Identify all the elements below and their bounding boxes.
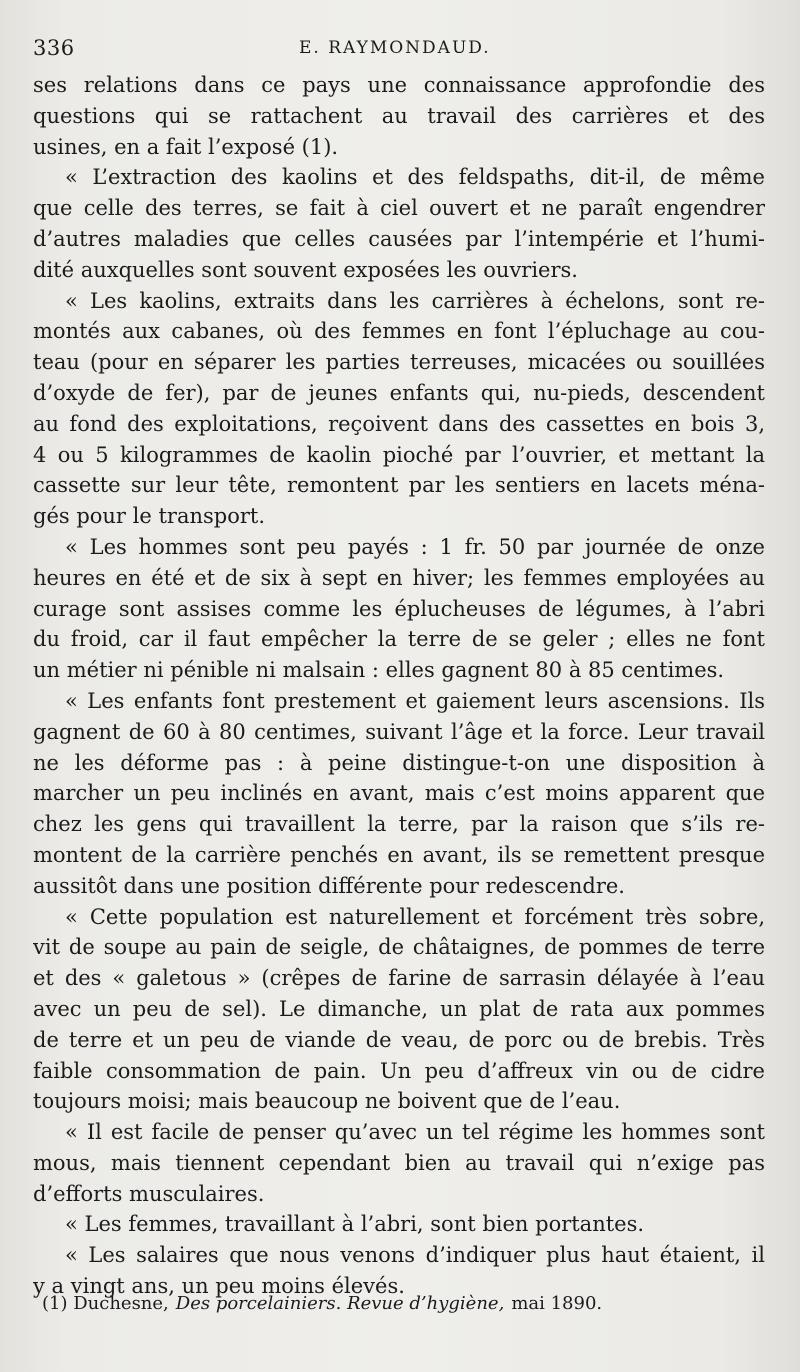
footnote xyxy=(42,1293,602,1314)
footnote-title: Des porcelainiers. Revue d’hygiène, xyxy=(175,1293,505,1314)
text-line: que celle des terres, se fait à ciel ouvert et ne paraît engendrer xyxy=(33,196,765,221)
text-line: teau (pour en séparer les parties terreuses, micacées ou souillées xyxy=(33,350,765,375)
text-line: gés pour le transport. xyxy=(33,504,266,529)
paragraph-first-line: « L’extraction des kaolins et des feldspaths, dit-il, de même xyxy=(65,165,765,190)
text-line: d’oxyde de fer), par de jeunes enfants qui, nu-pieds, descendent xyxy=(33,380,765,405)
text-line: montent de la carrière penchés en avant, ils se remettent presque xyxy=(33,842,765,867)
page-number: 336 xyxy=(33,36,75,60)
text-line: ses relations dans ce pays une connaissance approfondie des xyxy=(33,73,765,97)
paragraph-first-line: « Cette population est naturellement et forcément très sobre, xyxy=(65,904,765,929)
text-line: questions qui se rattachent au travail des carrières et des xyxy=(33,103,765,128)
paragraph-first-line: « Il est facile de penser qu’avec un tel régime les hommes sont xyxy=(65,1120,765,1145)
text-line: heures en été et de six à sept en hiver; les femmes employées au xyxy=(33,565,765,590)
text-line: au fond des exploitations, reçoivent dans des cassettes en bois 3, xyxy=(33,411,765,436)
text-line: marcher un peu inclinés en avant, mais c’est moins apparent que xyxy=(33,781,765,806)
paragraph-first-line: « Les kaolins, extraits dans les carrières à échelons, sont re- xyxy=(65,288,765,313)
footnote-marker: (1) Duchesne, xyxy=(42,1293,169,1314)
text-line: montés aux cabanes, où des femmes en font l’épluchage au cou- xyxy=(33,319,765,344)
paragraph-first-line: « Les salaires que nous venons d’indiquer plus haut étaient, il xyxy=(65,1243,765,1268)
text-line: un métier ni pénible ni malsain : elles gagnent 80 à 85 centimes. xyxy=(33,658,725,683)
text-line: d’autres maladies que celles causées par l’intempérie et l’humi- xyxy=(33,226,765,251)
text-line: mous, mais tiennent cependant bien au travail qui n’exige pas xyxy=(33,1150,765,1175)
text-line: chez les gens qui travaillent la terre, par la raison que s’ils re- xyxy=(33,812,765,837)
text-line: de terre et un peu de viande de veau, de porc ou de brebis. Très xyxy=(33,1027,765,1052)
text-line: et des « galetous » (crêpes de farine de sarrasin délayée à l’eau xyxy=(33,966,765,991)
text-line: y a vingt ans, un peu moins élevés. xyxy=(33,1274,405,1299)
text-line: 4 ou 5 kilogrammes de kaolin pioché par l’ouvrier, et mettant la xyxy=(33,442,765,467)
text-line: aussitôt dans une position différente pour redescendre. xyxy=(33,873,625,898)
text-line: d’efforts musculaires. xyxy=(33,1181,265,1206)
text-line: usines, en a fait l’exposé (1). xyxy=(33,134,339,159)
text-column xyxy=(33,36,765,1302)
text-line: du froid, car il faut empêcher la terre de se geler ; elles ne font xyxy=(33,627,765,652)
text-line: cassette sur leur tête, remontent par les sentiers en lacets ména- xyxy=(33,473,765,498)
paragraph-first-line: « Les enfants font prestement et gaiement leurs ascensions. Ils xyxy=(65,688,765,713)
paragraph-first-line: « Les femmes, travaillant à l’abri, sont bien portantes. xyxy=(65,1212,645,1237)
text-line: faible consommation de pain. Un peu d’affreux vin ou de cidre xyxy=(33,1058,765,1083)
paragraph-first-line: « Les hommes sont peu payés : 1 fr. 50 par journée de onze xyxy=(65,534,765,559)
text-line: ne les déforme pas : à peine distingue-t-on une disposition à xyxy=(33,750,765,775)
text-line: vit de soupe au pain de seigle, de châtaignes, de pommes de terre xyxy=(33,935,765,960)
text-line: toujours moisi; mais beaucoup ne boivent que de l’eau. xyxy=(33,1089,621,1114)
text-line: avec un peu de sel). Le dimanche, un plat de rata aux pommes xyxy=(33,996,765,1021)
running-head xyxy=(33,36,765,70)
text-line: gagnent de 60 à 80 centimes, suivant l’âge et la force. Leur travail xyxy=(33,719,765,744)
text-line: curage sont assises comme les éplucheuses de légumes, à l’abri xyxy=(33,596,765,621)
running-head-author: E. RAYMONDAUD. xyxy=(299,38,491,58)
text-line: dité auxquelles sont souvent exposées les ouvriers. xyxy=(33,257,578,282)
footnote-date: mai 1890. xyxy=(511,1293,603,1314)
